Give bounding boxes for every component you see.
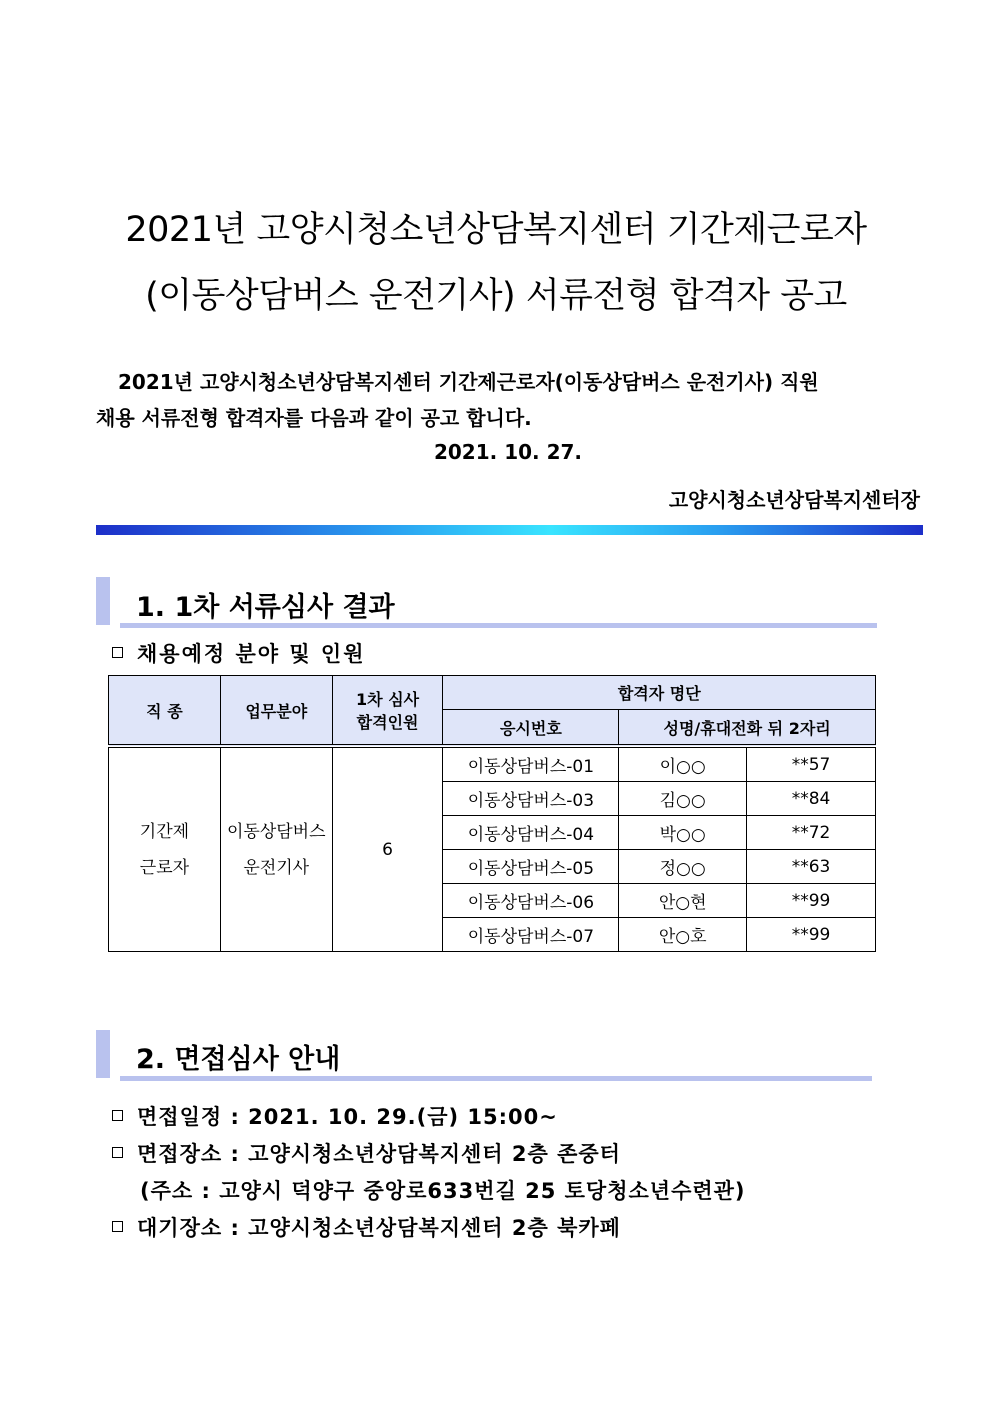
section2-title: 2. 면접심사 안내 (136, 1044, 341, 1075)
applicant-name: 박○○ (619, 816, 747, 850)
section2-marker (96, 1030, 110, 1078)
applicant-phone: **57 (747, 746, 876, 782)
applicant-name: 정○○ (619, 850, 747, 884)
table-row (109, 746, 876, 782)
notice-title-line1: 2021년 고양시청소년상담복지센터 기간제근로자 (125, 210, 867, 250)
header-passers: 합격자 명단 (443, 676, 876, 710)
passers-table (108, 675, 876, 952)
header-job-type: 직 종 (109, 676, 221, 747)
square-bullet-icon (112, 1221, 123, 1232)
subtitle-text: 채용예정 분야 및 인원 (137, 642, 366, 666)
schedule-text: 면접일정 : 2021. 10. 29.(금) 15:00~ (137, 1105, 558, 1129)
job-type-line2: 근로자 (139, 857, 190, 878)
intro-line2: 채용 서류전형 합격자를 다음과 같이 공고 합니다. (96, 406, 532, 430)
square-bullet-icon (112, 1147, 123, 1158)
applicant-phone: **84 (747, 782, 876, 816)
applicant-phone: **99 (747, 884, 876, 918)
square-bullet-icon (112, 647, 123, 658)
field-line2: 운전기사 (243, 857, 310, 878)
pass-count-cell: 6 (332, 746, 443, 952)
square-bullet-icon (112, 1110, 123, 1121)
applicant-phone: **63 (747, 850, 876, 884)
applicant-no: 이동상담버스-03 (443, 782, 619, 816)
section2-underline (120, 1076, 872, 1081)
section1-marker (96, 577, 110, 625)
location-text: 면접장소 : 고양시청소년상담복지센터 2층 존중터 (137, 1142, 621, 1166)
applicant-phone: **72 (747, 816, 876, 850)
notice-title-line2: (이동상담버스 운전기사) 서류전형 합격자 공고 (145, 276, 847, 316)
interview-schedule (112, 1101, 558, 1131)
header-first-pass-line1: 1차 심사 (356, 690, 420, 709)
applicant-name: 이○○ (619, 746, 747, 782)
waiting-text: 대기장소 : 고양시청소년상담복지센터 2층 북카페 (137, 1216, 621, 1240)
waiting-location (112, 1212, 621, 1242)
header-first-pass-line2: 합격인원 (356, 713, 419, 732)
field-cell (220, 746, 332, 952)
applicant-no: 이동상담버스-07 (443, 918, 619, 952)
section1-subtitle (112, 638, 366, 668)
job-type-cell (109, 746, 221, 952)
applicant-no: 이동상담버스-01 (443, 746, 619, 782)
header-applicant-no: 응시번호 (443, 710, 619, 747)
organization-name: 고양시청소년상담복지센터장 (668, 488, 920, 512)
applicant-no: 이동상담버스-05 (443, 850, 619, 884)
applicant-name: 안○현 (619, 884, 747, 918)
applicant-name: 김○○ (619, 782, 747, 816)
applicant-no: 이동상담버스-06 (443, 884, 619, 918)
applicant-phone: **99 (747, 918, 876, 952)
header-first-pass (332, 676, 443, 747)
section1-underline (120, 623, 877, 628)
header-name-phone: 성명/휴대전화 뒤 2자리 (619, 710, 876, 747)
section1-title: 1. 1차 서류심사 결과 (136, 592, 395, 623)
interview-location (112, 1138, 621, 1168)
notice-date: 2021. 10. 27. (433, 440, 583, 464)
header-field: 업무분야 (220, 676, 332, 747)
applicant-name: 안○호 (619, 918, 747, 952)
field-line1: 이동상담버스 (226, 821, 326, 842)
gradient-divider (96, 525, 923, 535)
interview-address: (주소 : 고양시 덕양구 중앙로633번길 25 토당청소년수련관) (140, 1179, 746, 1203)
job-type-line1: 기간제 (139, 821, 190, 842)
intro-line1: 2021년 고양시청소년상담복지센터 기간제근로자(이동상담버스 운전기사) 직원 (118, 370, 819, 394)
applicant-no: 이동상담버스-04 (443, 816, 619, 850)
